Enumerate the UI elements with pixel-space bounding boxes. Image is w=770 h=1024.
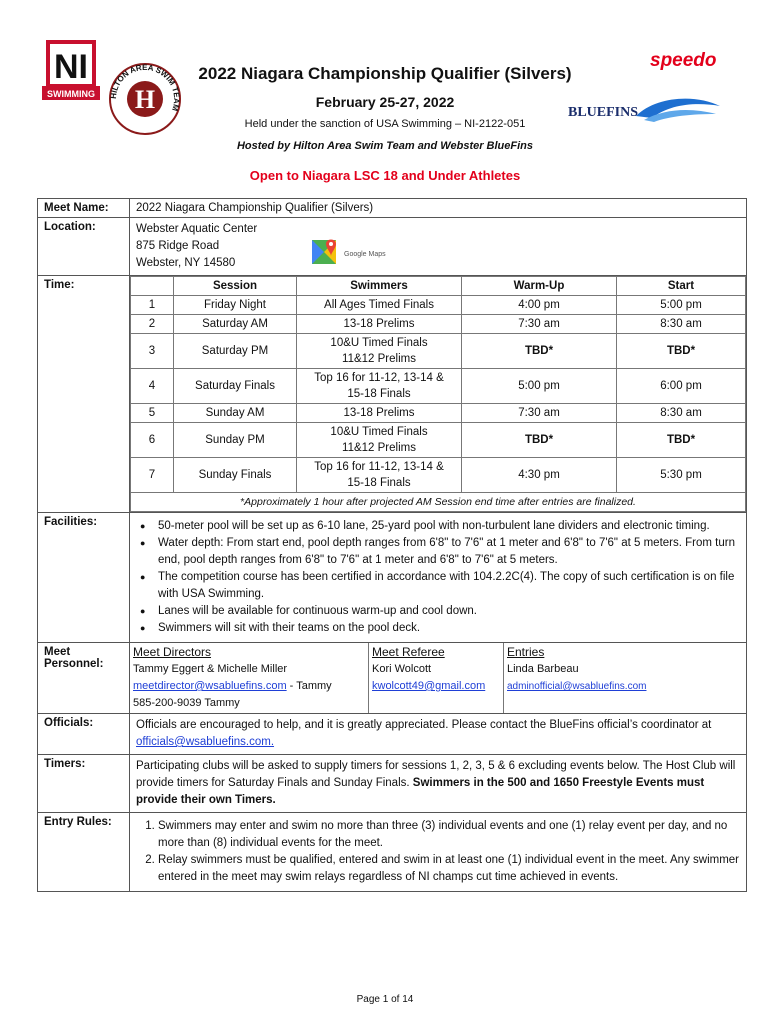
swimmers-line: 11&12 Prelims [342, 353, 416, 365]
entries-header: Entries [507, 645, 545, 659]
meet-directors-names: Tammy Eggert & Michelle Miller [133, 663, 288, 675]
session-number: 1 [131, 296, 174, 315]
facilities-item: ● Water depth: From start end, pool depth ranges from 6'8" to 7'6" at 1 meter and 6'8" to 7'6" at 5 meters. From turn end, pool depth ranges from 6'8" to 7'6" at 1 meter and 6'8" to 7'6" at 5 meters. [158, 535, 740, 569]
meet-referee-header: Meet Referee [372, 645, 445, 659]
meet-referee-email-link[interactable]: kwolcott49@gmail.com [372, 680, 486, 692]
swimmers-line: Top 16 for 11-12, 13-14 & [314, 372, 444, 384]
session-warmup: 5:00 pm [462, 369, 617, 404]
session-number: 6 [131, 423, 174, 458]
session-swimmers [297, 404, 462, 423]
meet-referee-name: Kori Wolcott [372, 663, 432, 675]
session-row [131, 423, 746, 458]
facilities-item: ● The competition course has been certified in accordance with 104.2.2C(4). The copy of such certification is on file with USA Swimming. [158, 569, 740, 603]
swimmers-line: All Ages Timed Finals [324, 299, 434, 311]
session-start: 8:30 am [617, 315, 746, 334]
session-name: Sunday PM [174, 423, 297, 458]
session-start: TBD* [617, 334, 746, 369]
session-name: Saturday AM [174, 315, 297, 334]
officials-text: Officials are encouraged to help, and it is greatly appreciated. Please contact the BlueFins official’s coordinator at [136, 719, 712, 731]
hosted-by-line: Hosted by Hilton Area Swim Team and Webster BlueFins [236, 140, 534, 152]
session-row [131, 334, 746, 369]
session-number: 4 [131, 369, 174, 404]
session-header: Session [174, 277, 297, 296]
meet-director-email-link[interactable]: meetdirector@wsabluefins.com [133, 680, 287, 692]
sanction-line: Held under the sanction of USA Swimming – NI-2122-051 [244, 118, 526, 130]
warmup-header: Warm-Up [462, 277, 617, 296]
facilities-list [136, 518, 740, 637]
location-line2: 875 Ridge Road [136, 240, 220, 252]
session-warmup: 4:30 pm [462, 458, 617, 493]
personnel-table [130, 643, 746, 713]
swimmers-line: 13-18 Prelims [343, 407, 415, 419]
personnel-label: Meet Personnel: [38, 643, 130, 714]
session-row [131, 296, 746, 315]
facilities-row [38, 513, 747, 643]
facilities-item: ● Swimmers will sit with their teams on the pool deck. [158, 620, 740, 637]
session-name: Sunday AM [174, 404, 297, 423]
session-number: 5 [131, 404, 174, 423]
location-line1: Webster Aquatic Center [136, 223, 258, 235]
open-to-line: Open to Niagara LSC 18 and Under Athletes [249, 168, 521, 183]
google-maps-label: Google Maps [344, 251, 386, 258]
speedo-logo: speedo [650, 50, 717, 71]
start-header: Start [617, 277, 746, 296]
session-warmup: 7:30 am [462, 404, 617, 423]
google-maps-link[interactable] [310, 236, 410, 268]
session-table [130, 276, 746, 512]
personnel-row [38, 643, 747, 714]
timers-row [38, 755, 747, 813]
meet-director-email-suffix: - Tammy [286, 680, 332, 692]
facilities-item: ● Lanes will be available for continuous warm-up and cool down. [158, 603, 740, 620]
entry-rule-item: 2. Relay swimmers must be qualified, entered and swim in at least one (1) individual event in the meet. Any swimmer entered in the meet may swim relays regardless of NI champs cut time achieved in events. [158, 852, 740, 886]
meet-name-label: Meet Name: [38, 199, 130, 218]
session-row [131, 404, 746, 423]
session-swimmers [297, 458, 462, 493]
entry-rules-list [136, 818, 740, 886]
session-start: 8:30 am [617, 404, 746, 423]
page-footer: Page 1 of 14 [356, 994, 414, 1005]
swimmers-line: Top 16 for 11-12, 13-14 & [314, 461, 444, 473]
session-note: *Approximately 1 hour after projected AM Session end time after entries are finalized. [131, 493, 746, 512]
entry-rules-row [38, 813, 747, 892]
session-row [131, 315, 746, 334]
meet-title: 2022 Niagara Championship Qualifier (Silvers) [198, 64, 572, 83]
entries-name: Linda Barbeau [507, 663, 579, 675]
ni-logo-sub: SWIMMING [47, 89, 95, 99]
swimmers-line: 11&12 Prelims [342, 442, 416, 454]
timers-bold-text: Swimmers in the 500 and 1650 Freestyle Events must provide their own Timers. [136, 777, 705, 806]
meet-name-row [38, 199, 747, 218]
swimmers-line: 15-18 Finals [347, 477, 411, 489]
session-start: 5:00 pm [617, 296, 746, 315]
facilities-label: Facilities: [38, 513, 130, 643]
officials-label: Officials: [38, 714, 130, 755]
session-warmup: 4:00 pm [462, 296, 617, 315]
svg-text:BLUEFINS: BLUEFINS [568, 105, 639, 120]
meet-dates: February 25-27, 2022 [315, 94, 455, 110]
session-warmup: TBD* [462, 334, 617, 369]
session-start: 6:00 pm [617, 369, 746, 404]
meet-info-table [37, 198, 747, 892]
swimmers-line: 15-18 Finals [347, 388, 411, 400]
session-swimmers [297, 334, 462, 369]
swimmers-line: 13-18 Prelims [343, 318, 415, 330]
meet-directors-header: Meet Directors [133, 645, 212, 659]
entries-email-link[interactable]: adminofficial@wsabluefins.com [507, 681, 647, 692]
location-line3: Webster, NY 14580 [136, 257, 236, 269]
meet-name-value: 2022 Niagara Championship Qualifier (Silvers) [130, 199, 747, 218]
session-name: Sunday Finals [174, 458, 297, 493]
session-number: 2 [131, 315, 174, 334]
session-start: 5:30 pm [617, 458, 746, 493]
officials-row [38, 714, 747, 755]
session-swimmers [297, 423, 462, 458]
session-name: Saturday PM [174, 334, 297, 369]
location-label: Location: [38, 218, 130, 276]
session-swimmers [297, 369, 462, 404]
svg-text:HILTON AREA SWIM TEAM: HILTON AREA SWIM TEAM [108, 62, 182, 113]
session-name: Friday Night [174, 296, 297, 315]
svg-text:H: H [134, 85, 156, 114]
session-row [131, 458, 746, 493]
timers-label: Timers: [38, 755, 130, 813]
entry-rules-label: Entry Rules: [38, 813, 130, 892]
session-start: TBD* [617, 423, 746, 458]
session-warmup: 7:30 am [462, 315, 617, 334]
timers-text: Participating clubs will be asked to supply timers for sessions 1, 2, 3, 5 & 6 excluding events below. The Host Club will provide timers for Saturday Finals and Sunday Finals. [136, 760, 736, 789]
facilities-item: ● 50-meter pool will be set up as 6-10 lane, 25-yard pool with non-turbulent lane dividers and electronic timing. [158, 518, 740, 535]
session-swimmers [297, 296, 462, 315]
swimmers-header: Swimmers [297, 277, 462, 296]
swimmers-line: 10&U Timed Finals [330, 426, 428, 438]
time-label: Time: [38, 276, 130, 513]
session-warmup: TBD* [462, 423, 617, 458]
entry-rule-item: 1. Swimmers may enter and swim no more than three (3) individual events and one (1) relay event per day, and no more than (8) individual events for the meet. [158, 818, 740, 852]
session-row [131, 369, 746, 404]
officials-email-link[interactable]: officials@wsabluefins.com. [136, 736, 275, 748]
session-number: 3 [131, 334, 174, 369]
session-swimmers [297, 315, 462, 334]
session-number: 7 [131, 458, 174, 493]
meet-director-phone: 585-200-9039 Tammy [133, 697, 240, 709]
session-name: Saturday Finals [174, 369, 297, 404]
time-row [38, 276, 747, 513]
swimmers-line: 10&U Timed Finals [330, 337, 428, 349]
ni-logo-letters: NI [54, 48, 88, 86]
